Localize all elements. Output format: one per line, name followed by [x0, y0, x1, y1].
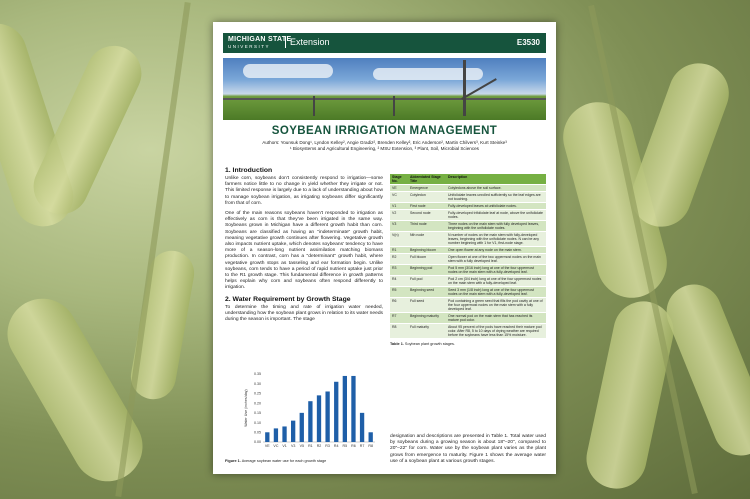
y-tick-label: 0.05: [254, 430, 261, 435]
table-row: [390, 232, 546, 247]
left-column: [225, 167, 383, 327]
bar: [317, 395, 321, 442]
water-heading: 2. Water Requirement by Growth Stage: [225, 295, 351, 303]
table-row: [390, 287, 546, 298]
right-paragraph: designation and descriptions are presented in Table 1. Total water used by soybeans during a growing season is about 18"–20", compared to 20"–22" for corn. Water use by the soybean plant varies as the plant grows from emergence to maturity. Figure 1 shows the average water use of a soybean plant at various growth stages.: [390, 434, 546, 464]
table-cell-description: Open flower at one of the two uppermost nodes on the main stem with a fully developed leaf.: [446, 254, 546, 265]
bar: [360, 413, 364, 442]
x-tick-label: VC: [273, 444, 279, 448]
table-cell-description: One open flower at any node on the main stem.: [446, 247, 546, 254]
figure-caption-label: Figure 1.: [225, 459, 241, 463]
table-cell-stage: R1: [390, 247, 408, 254]
table-row: [390, 276, 546, 287]
table-caption-text: Soybean plant growth stages.: [404, 342, 455, 346]
pivot-tower: [313, 96, 315, 116]
table-cell-stage: R6: [390, 298, 408, 313]
background-pod: [658, 276, 750, 463]
table-cell-title: Beginning pod: [408, 265, 446, 276]
x-tick-label: R8: [368, 444, 373, 448]
table-cell-description: Seed 3 mm (1/8 inch) long at one of the four uppermost nodes on the main stem with a fully-developed leaf.: [446, 287, 546, 298]
table-cell-stage: V1: [390, 203, 408, 210]
document-title: SOYBEAN IRRIGATION MANAGEMENT: [271, 125, 498, 137]
x-tick-label: R2: [316, 444, 322, 448]
affiliations: ¹ Biosystems and Agricultural Engineering, ² MSU Extension, ³ Plant, Soil, Microbial Sciences: [290, 146, 479, 151]
y-tick-label: 0.15: [254, 411, 261, 416]
table-row: [390, 210, 546, 221]
x-tick-label: VE: [264, 444, 270, 448]
table-cell-stage: VE: [390, 185, 408, 192]
table-cell-title: Third node: [408, 221, 446, 232]
table-cell-description: Fully-developed trifoliolate leaf at node, above the unifoliolate nodes.: [446, 210, 546, 221]
table-cell-stage: V(n): [390, 232, 408, 247]
intro-paragraph-1: Unlike corn, soybeans don't consistently respond to irrigation—some farmers notice little to no change in yield whether they irrigate or not. This limited response is largely due to a lack of understanding about how to manage soybean irrigation, as irrigating soybeans differ significantly from that of corn.: [225, 176, 383, 206]
table-cell-stage: R3: [390, 265, 408, 276]
growth-stage-table-wrap: [390, 174, 546, 347]
x-tick-label: R4: [333, 444, 339, 448]
y-tick-label: 0.00: [254, 440, 261, 445]
bar: [308, 401, 312, 442]
table-row: [390, 185, 546, 192]
x-tick-label: R6: [351, 444, 356, 448]
table-cell-title: Second node: [408, 210, 446, 221]
table-cell-title: Beginning bloom: [408, 247, 446, 254]
table-cell-title: Full bloom: [408, 254, 446, 265]
table-cell-description: Pod 2 cm (3/4 inch) long at one of the four uppermost nodes on the main stem with a fully-developed leaf.: [446, 276, 546, 287]
x-tick-label: V1: [282, 444, 287, 448]
table-cell-title: Beginning seed: [408, 287, 446, 298]
pivot-tower: [463, 60, 466, 116]
table-row: [390, 298, 546, 313]
background-pod: [127, 247, 197, 403]
msu-logo: [228, 36, 291, 50]
bar: [325, 391, 329, 442]
table-row: [390, 313, 546, 324]
table-caption-label: Table 1.: [390, 342, 404, 346]
table-row: [390, 203, 546, 210]
y-tick-label: 0.25: [254, 391, 261, 396]
table-cell-description: Three nodes on the main stem with fully developed leaves, beginning with the unifoliolate nodes.: [446, 221, 546, 232]
publication-code: E3530: [516, 38, 540, 47]
table-row: [390, 324, 546, 339]
bar: [265, 432, 269, 442]
brand-line1: MICHIGAN STATE: [228, 36, 292, 43]
table-cell-description: Pod containing a green seed that fills the pod cavity at one of the four uppermost nodes on the main stem with a fully developed leaf.: [446, 298, 546, 313]
photo-cloud: [243, 64, 333, 78]
x-tick-label: R1: [308, 444, 313, 448]
background-pod: [581, 296, 679, 494]
table-cell-stage: R4: [390, 276, 408, 287]
water-paragraph-1: To determine the timing and rate of irrigation water needed, understanding how the soybean plant grows in relation to its water needs during the season is important. The stage: [225, 304, 383, 323]
table-cell-description: One normal pod on the main stem that has reached its mature pod color.: [446, 313, 546, 324]
growth-stage-table: [390, 174, 546, 339]
x-tick-label: R7: [359, 444, 365, 448]
table-body: [390, 185, 546, 339]
bar: [343, 376, 347, 442]
table-cell-description: Fully-developed leaves at unifoliolate nodes.: [446, 203, 546, 210]
table-cell-stage: R8: [390, 324, 408, 339]
header-bar: [223, 33, 546, 53]
table-row: [390, 254, 546, 265]
bar: [369, 432, 373, 442]
table-cell-description: About 95 percent of the pods have reached their mature pod color. After R8, 5 to 10 days of drying weather are required before the soybeans have less than 15% moisture.: [446, 324, 546, 339]
water-use-chart: [225, 368, 383, 454]
photo-cloud: [373, 68, 483, 80]
x-tick-label: R5: [342, 444, 348, 448]
pivot-truss: [223, 98, 546, 100]
y-tick-label: 0.10: [254, 420, 261, 425]
table-row: [390, 221, 546, 232]
pivot-tower: [461, 78, 497, 100]
y-axis-label: Water Use (inches/day): [244, 389, 248, 427]
figure-1: [225, 368, 383, 464]
y-tick-label: 0.20: [254, 401, 261, 406]
table-cell-title: Cotyledon: [408, 192, 446, 203]
table-row: [390, 247, 546, 254]
background-pod: [623, 55, 738, 235]
y-tick-label: 0.30: [254, 381, 261, 386]
bar: [300, 413, 304, 442]
author-list: Authors: Younsuk Dong¹, Lyndon Kelley², Angie Gradiz², Brenden Kelley², Eric Anderson², Martin Chilvers³, Kurt Steinke³: [262, 140, 507, 145]
table-cell-stage: R2: [390, 254, 408, 265]
table-cell-stage: R5: [390, 287, 408, 298]
bar: [282, 426, 286, 442]
table-row: [390, 192, 546, 203]
unit-name: Extension: [285, 37, 330, 48]
table-cell-description: Unifoliolate leaves unrolled sufficiently so the leaf edges are not touching.: [446, 192, 546, 203]
figure-caption: [225, 459, 383, 464]
table-row: [390, 265, 546, 276]
table-caption: [390, 342, 546, 347]
table-header-stage: Stage No.: [390, 174, 408, 185]
table-cell-title: First node: [408, 203, 446, 210]
table-cell-title: Beginning maturity: [408, 313, 446, 324]
bar: [334, 382, 338, 442]
table-cell-description: Pod 5 mm (3/16 inch) long at one of the four uppermost nodes on the main stem with a fully-developed leaf.: [446, 265, 546, 276]
table-cell-stage: R7: [390, 313, 408, 324]
bar: [291, 421, 295, 442]
table-cell-stage: V3: [390, 221, 408, 232]
table-cell-title: Nth node: [408, 232, 446, 247]
table-header-title: Abbreviated Stage Title: [408, 174, 446, 185]
y-tick-label: 0.35: [254, 372, 261, 377]
table-cell-stage: VC: [390, 192, 408, 203]
authors: [233, 140, 536, 152]
figure-caption-text: Average soybean water use for each growth stage: [241, 459, 327, 463]
table-cell-description: N number of nodes on the main stem with fully-developed leaves, beginning with the unifoliolate nodes. N can be any number beginning with 1 for V1, first-node stage.: [446, 232, 546, 247]
table-cell-stage: V2: [390, 210, 408, 221]
brand-line2: UNIVERSITY: [228, 44, 271, 49]
table-cell-description: Cotyledons above the soil surface.: [446, 185, 546, 192]
bar: [274, 428, 278, 442]
x-tick-label: R3: [325, 444, 330, 448]
document-page: [213, 22, 556, 474]
pivot-tower: [393, 96, 395, 116]
table-cell-title: Full pod: [408, 276, 446, 287]
table-header-description: Description: [446, 174, 546, 185]
table-cell-title: Full seed: [408, 298, 446, 313]
table-cell-title: Full maturity: [408, 324, 446, 339]
x-tick-label: V3: [290, 444, 296, 448]
irrigation-photo: [223, 58, 546, 120]
x-tick-label: V5: [299, 444, 304, 448]
intro-heading: 1. Introduction: [225, 167, 273, 174]
bar: [351, 376, 355, 442]
intro-paragraph-2: One of the main reasons soybeans haven't responded to irrigation as effectively as corn is that they've been irrigated in the same way. Soybeans grown in Michigan have a different growth habit than corn. Soybeans are classified as having an "indeterminate" growth habit, meaning vegetative growth continues after flowering. Vegetative growth also impacts nutrient uptake, which denotes soybeans' tendency to have more of a season-long nutrient assimilation matching biomass production. In contrast, corn has a "determinant" growth habit, where vegetative growth stops as tasseling and ear formation begin. Unlike soybeans, corn tends to have a period of rapid nutrient uptake just prior to the R1 growth stage. This fundamental difference in growth patterns helps explain why corn and soybeans often respond differently to irrigation.: [225, 211, 383, 291]
table-cell-title: Emergence: [408, 185, 446, 192]
